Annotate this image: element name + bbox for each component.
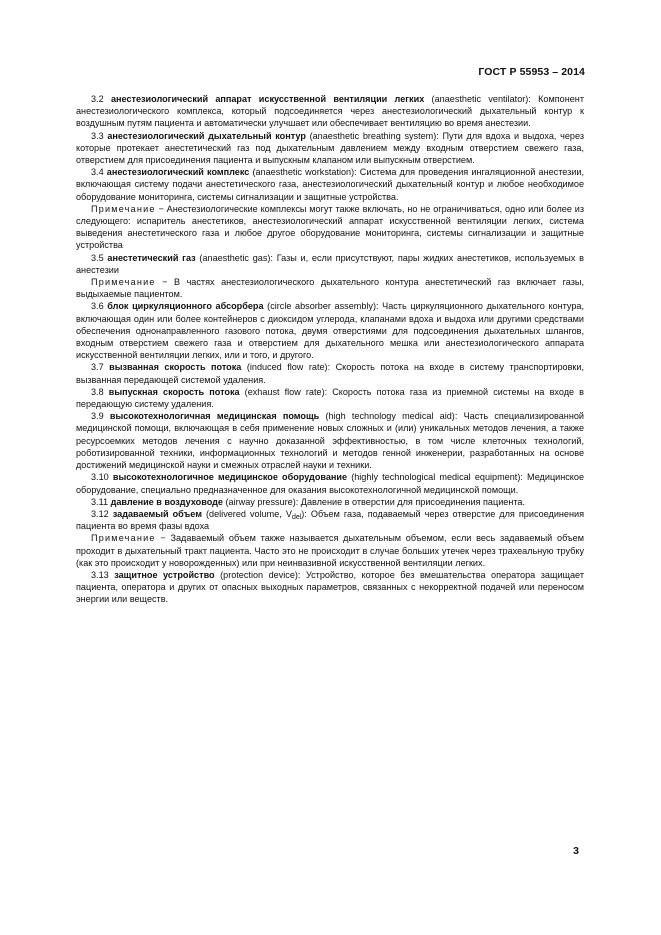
definition-3-11 [76, 496, 584, 508]
clause-number: 3.8 [91, 386, 104, 397]
term: выпускная скорость потока [108, 386, 240, 397]
definition-3-10 [76, 471, 584, 495]
clause-number: 3.13 [91, 569, 109, 580]
term: блок циркуляционного абсорбера [107, 301, 264, 312]
definition-text: (delivered volume, V [201, 508, 292, 519]
note-3-5 [76, 276, 584, 300]
definition-3-3 [76, 130, 584, 167]
definitions-section [76, 93, 584, 606]
page-number: 3 [573, 845, 579, 857]
definition-text: (anaesthetic gas): Газы и, если присутствуют, пары жидких анестетиков, используемых в анестезии [76, 252, 584, 275]
clause-number: 3.5 [91, 252, 104, 263]
clause-number: 3.10 [91, 472, 109, 483]
document-id: ГОСТ Р 55953 – 2014 [478, 66, 585, 78]
term: давление в воздуховоде [110, 496, 223, 507]
definition-3-9 [76, 410, 584, 471]
definition-3-13 [76, 569, 584, 606]
term: анестезиологический комплекс [106, 167, 250, 178]
definition-3-5 [76, 252, 584, 276]
clause-number: 3.4 [91, 167, 104, 178]
term: высокотехнологичная медицинская помощь [109, 411, 320, 422]
term: высокотехнологичное медицинское оборудование [112, 472, 348, 483]
definition-3-12 [76, 508, 584, 532]
definition-3-2 [76, 93, 584, 130]
note-text: − Анестезиологические комплексы могут также включать, но не ограничиваться, одно или более из следующего: испаритель анестетиков, анестезиологический аппарат искусственной вентиляции легких, система выведения анестетического газа и любое другое оборудование мониторинга, системы сигнализации и защитные устройства [76, 203, 584, 251]
definition-text: (exhaust flow rate): Скорость потока газа из приемной системы на входе в передающую систему удаления. [76, 386, 584, 410]
term: вызванная скорость потока [109, 362, 242, 373]
note-3-12 [76, 532, 584, 569]
note-3-4 [76, 203, 584, 252]
definition-3-4 [76, 166, 584, 203]
clause-number: 3.12 [91, 508, 109, 519]
definition-text: (circle absorber assembly): Часть циркуляционного дыхательного контура, включающая один или более контейнеров с диоксидом углерода, клапанами вдоха и выдоха или другими средствами обеспечения однонаправленного газового потока, двумя отверстиями для подсоединения дыхательных шлангов, входным отверстием свежего газа и отверстием для дыхательного мешка или анестезиологического аппарата искусственной вентиляции легких, или и того, и другого. [76, 301, 584, 361]
clause-number: 3.2 [91, 94, 104, 104]
note-label: Примечание [91, 277, 156, 288]
definition-text: (highly technological medical equipment): Медицинское оборудование, специально предназначенное для оказания высокотехнологичной медицинской помощи. [76, 472, 584, 495]
note-label: Примечание [91, 533, 156, 544]
note-text: − Задаваемый объем также называется дыхательным объемом, если весь задаваемый объем проходит в дыхательный тракт пациента. Часто это не происходит в случае больших утечек через трахеальную трубку (как это происходит у новорожденных) или при неинвазивной искусственной вентиляции легких. [76, 533, 584, 568]
definition-text: (anaesthetic ventilator): Компонент анестезиологического комплекса, который подсоединяется через анестезиологический дыхательный контур к воздушным путям пациента и автоматически улучшает или обеспечивает вентиляцию во время анестезии. [76, 94, 584, 129]
definition-3-8 [76, 386, 584, 410]
note-text: − В частях анестезиологического дыхательного контура анестетический газ включает газы, выдыхаемые пациентом. [76, 277, 584, 300]
subscript: del [291, 513, 302, 521]
definition-text: (airway pressure): Давление в отверстии для присоединения пациента. [222, 496, 526, 507]
definition-3-6 [76, 300, 584, 361]
term: анестезиологический дыхательный контур [107, 130, 306, 141]
clause-number: 3.6 [91, 301, 104, 312]
definition-text: (protection device): Устройство, которое без вмешательства оператора защищает пациента, оператора и других от опасных выходных параметров, связанных с некорректной подачей или переносом энергии или веществ. [76, 569, 584, 605]
definition-text: (induced flow rate): Скорость потока на входе в систему транспортировки, вызванная передающей системой удаления. [76, 362, 584, 385]
definition-3-7 [76, 361, 584, 385]
clause-number: 3.3 [91, 130, 104, 141]
note-label: Примечание [91, 203, 156, 214]
term: анестезиологический аппарат искусственной вентиляции легких [110, 94, 425, 104]
term: защитное устройство [114, 569, 215, 580]
term: анестетический газ [107, 252, 196, 263]
term: задаваемый объем [112, 508, 202, 519]
clause-number: 3.7 [91, 362, 104, 373]
definition-text: (anaesthetic workstation): Система для проведения ингаляционной анестезии, включающая систему подачи анестетического газа, анестезиологический дыхательный контур и любое необходимое оборудование мониторинга, системы сигнализации и защитные устройства. [76, 167, 584, 202]
clause-number: 3.9 [91, 411, 104, 422]
definition-text: (high technology medical aid): Часть специализированной медицинской помощи, включающая в себя применение новых сложных и (или) уникальных методов лечения, а также ресурсоемких методов лечения с научно доказанной эффективностью, в том числе клеточных технологий, роботизированной техники, информационных технологий и методов генной инженерии, разработанных на основе достижений медицинской науки и смежных отраслей науки и техники. [76, 411, 584, 471]
definition-text: (anaesthetic breathing system): Пути для вдоха и выдоха, через которые протекает анестетический газ под дыхательным давлением между входным отверстием свежего газа, отверстием для присоединения пациента и выпускным клапаном или выпускным отверстием. [76, 130, 584, 166]
definition-text-cont: ): Объем газа, подаваемый через отверстие для присоединения пациента во время фазы вдоха [76, 508, 584, 532]
clause-number: 3.11 [91, 496, 109, 507]
